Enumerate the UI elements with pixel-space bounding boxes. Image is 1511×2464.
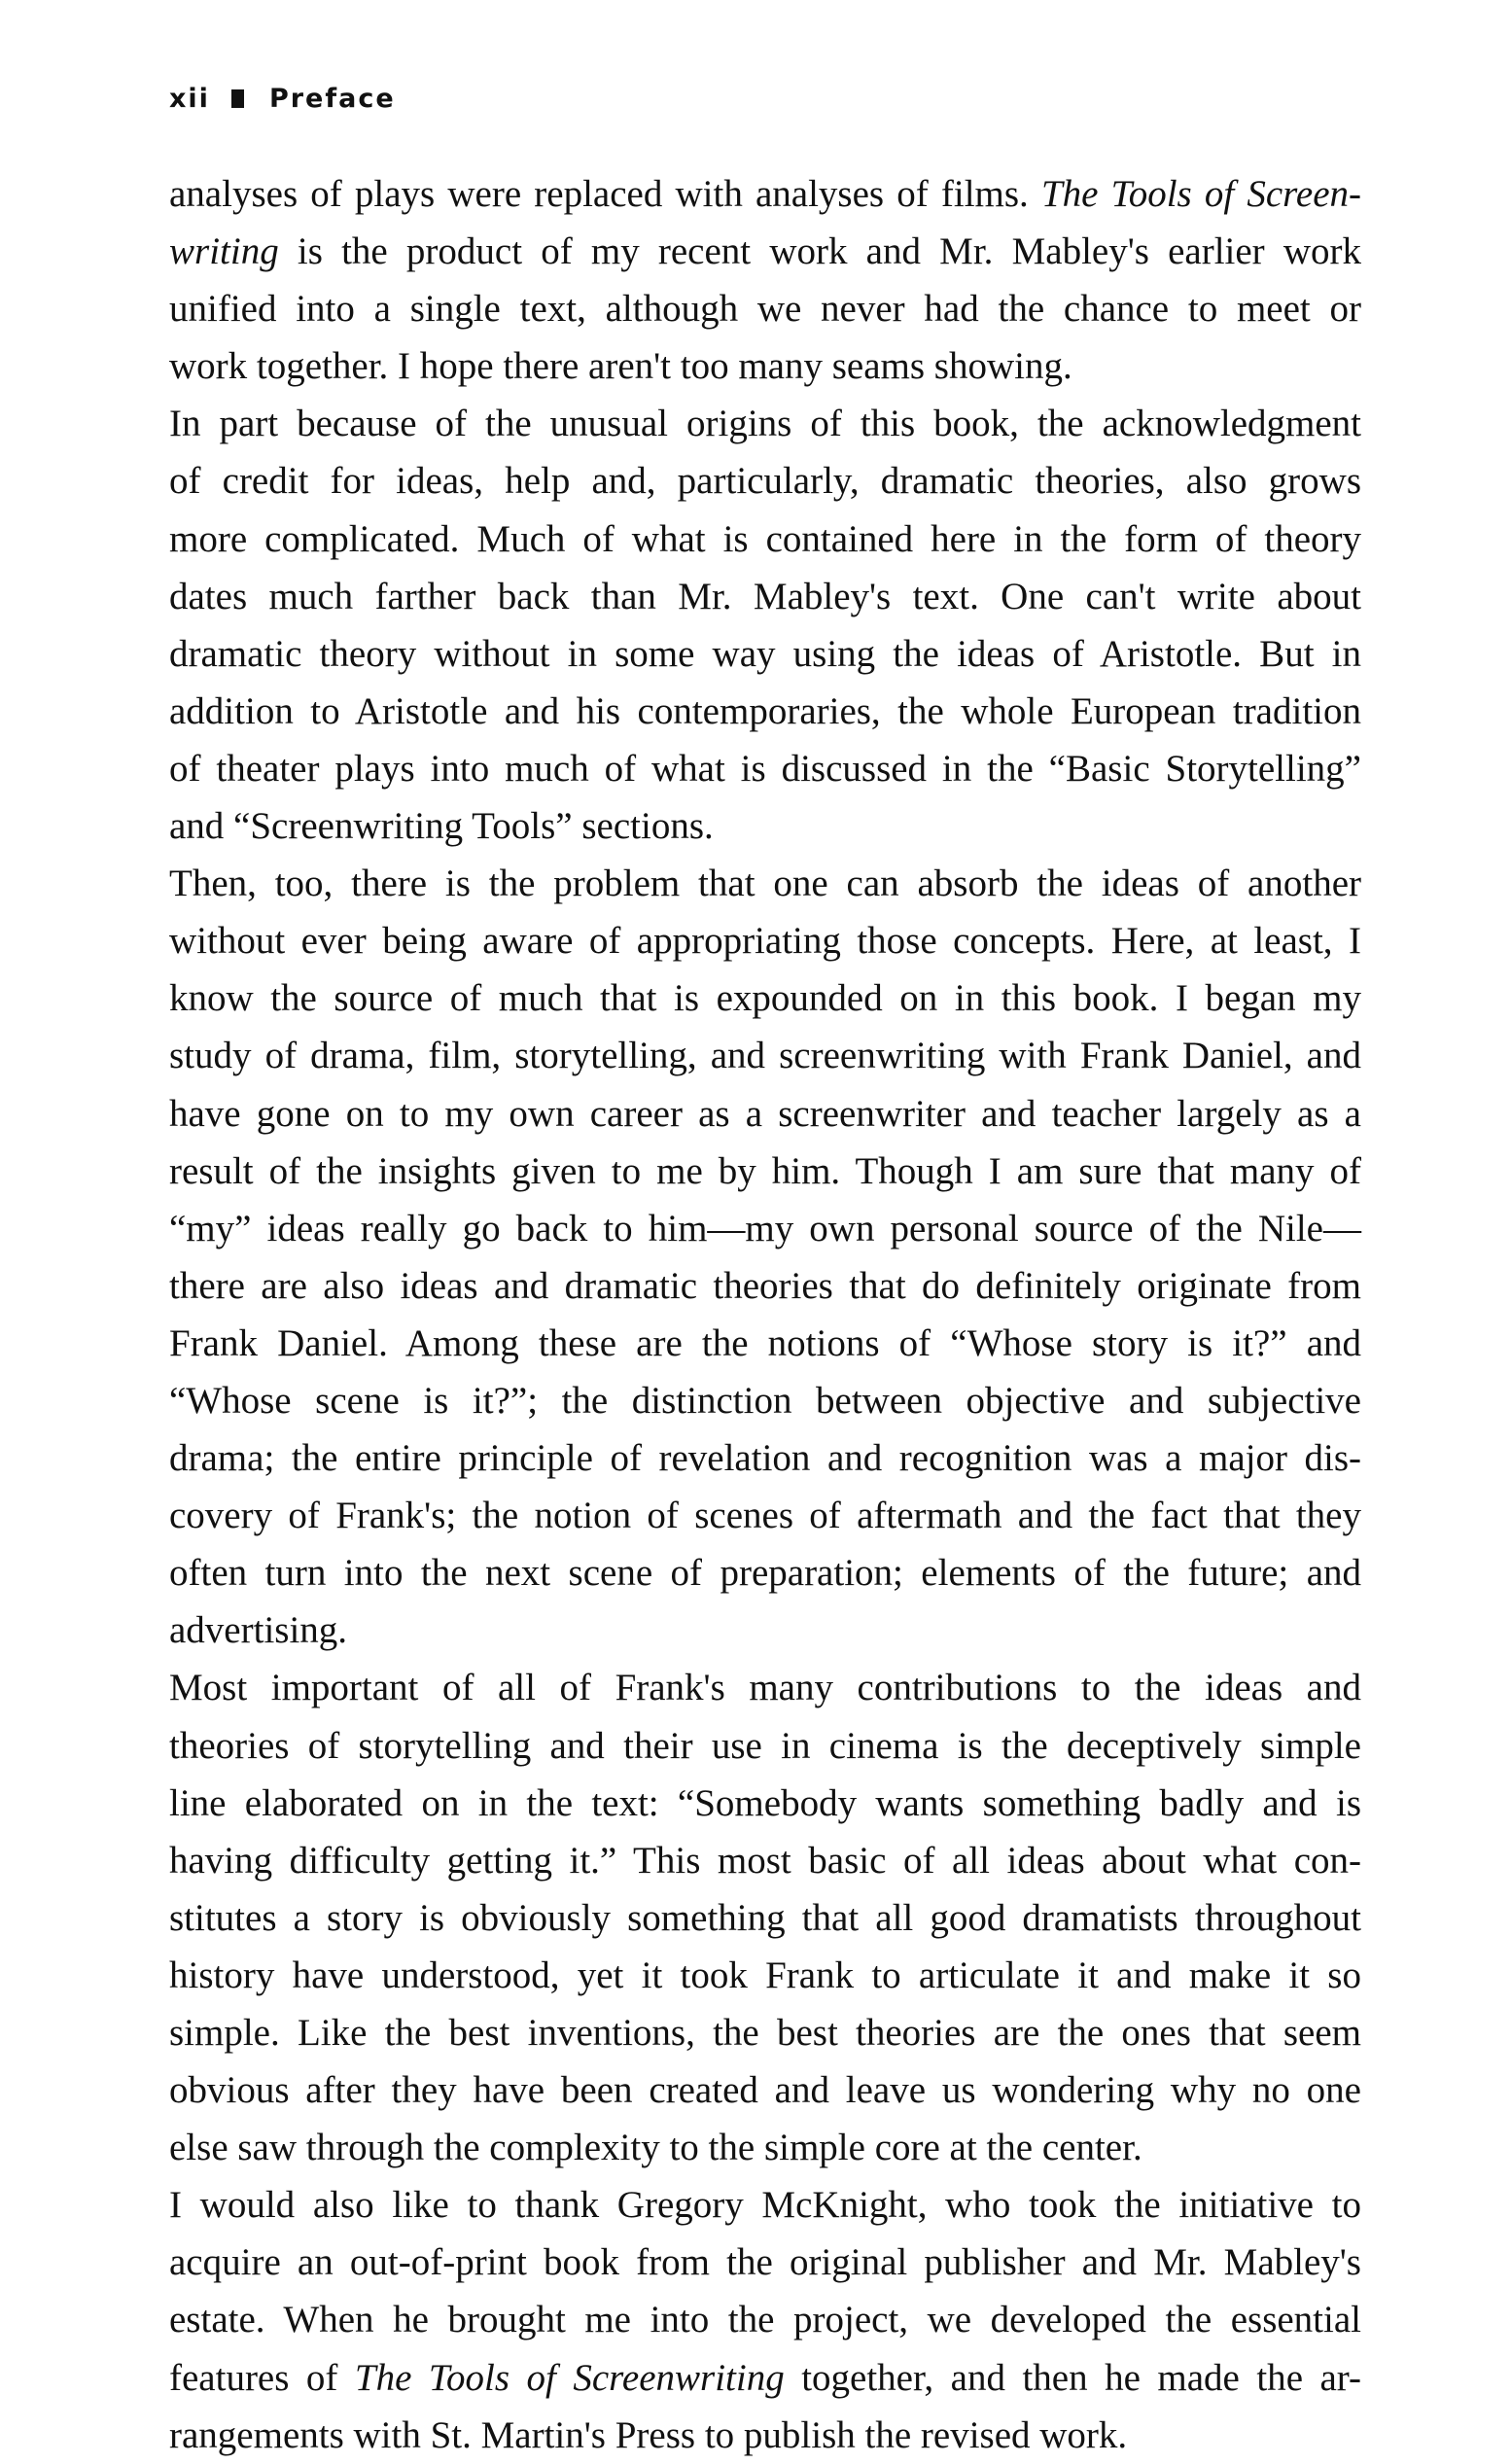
text-line	[169, 1257, 1361, 1315]
text-segment: is the product of my recent work and Mr. Mabley's earlier work	[278, 230, 1361, 273]
text-segment: work together. I hope there aren't too many seams showing.	[169, 345, 1072, 388]
text-segment: of credit for ideas, help and, particularly, dramatic theories, also grows	[169, 460, 1361, 503]
italic-title: The Tools of Screen-	[1040, 173, 1361, 215]
text-line	[169, 337, 1361, 395]
section-title: Preface	[268, 84, 396, 114]
text-line	[169, 855, 1361, 912]
text-segment: have gone on to my own career as a screenwriter and teacher largely as a	[169, 1092, 1361, 1135]
text-line	[169, 1889, 1361, 1947]
text-line	[169, 1717, 1361, 1775]
text-segment: there are also ideas and dramatic theories that do definitely originate from	[169, 1264, 1361, 1307]
text-line	[169, 1602, 1361, 1659]
text-segment: dramatic theory without in some way using the ideas of Aristotle. But in	[169, 632, 1361, 675]
text-line	[169, 1027, 1361, 1084]
text-segment: history have understood, yet it took Frank to articulate it and make it so	[169, 1954, 1361, 1996]
text-segment: dates much farther back than Mr. Mabley's text. One can't write about	[169, 575, 1361, 617]
text-segment: study of drama, film, storytelling, and screenwriting with Frank Daniel, and	[169, 1035, 1361, 1077]
text-segment: unified into a single text, although we never had the chance to meet or	[169, 288, 1361, 331]
text-line	[169, 280, 1361, 337]
text-line	[169, 2004, 1361, 2061]
text-line	[169, 1085, 1361, 1143]
text-segment: “my” ideas really go back to him—my own personal source of the Nile—	[169, 1207, 1361, 1250]
page-number: xii	[169, 84, 210, 114]
text-segment: line elaborated on in the text: “Somebody wants something badly and is	[169, 1781, 1361, 1824]
text-line	[169, 510, 1361, 568]
text-segment: “Whose scene is it?”; the distinction between objective and subjective	[169, 1379, 1361, 1422]
text-segment: addition to Aristotle and his contemporaries, the whole European tradition	[169, 689, 1361, 732]
text-line	[169, 969, 1361, 1027]
text-line	[169, 2176, 1361, 2234]
text-segment: acquire an out-of-print book from the original publisher and Mr. Mabley's	[169, 2241, 1361, 2284]
text-segment: stitutes a story is obviously something that all good dramatists throughout	[169, 1896, 1361, 1939]
text-segment: covery of Frank's; the notion of scenes of aftermath and the fact that they	[169, 1495, 1361, 1537]
text-segment: advertising.	[169, 1609, 348, 1652]
text-segment: drama; the entire principle of revelation and recognition was a major dis-	[169, 1437, 1361, 1480]
text-segment: having difficulty getting it.” This most basic of all ideas about what con-	[169, 1839, 1361, 1882]
text-line	[169, 2234, 1361, 2291]
text-segment: Most important of all of Frank's many contributions to the ideas and	[169, 1667, 1361, 1709]
text-segment: estate. When he brought me into the project, we developed the essential	[169, 2299, 1361, 2341]
text-line	[169, 165, 1361, 223]
text-line	[169, 740, 1361, 797]
text-line	[169, 1200, 1361, 1257]
text-line	[169, 1429, 1361, 1487]
text-segment: obvious after they have been created and leave us wondering why no one	[169, 2069, 1361, 2112]
text-segment: often turn into the next scene of preparation; elements of the future; and	[169, 1552, 1361, 1595]
text-line	[169, 1315, 1361, 1372]
text-line	[169, 1544, 1361, 1602]
text-line	[169, 1372, 1361, 1429]
text-segment: know the source of much that is expounded on in this book. I began my	[169, 977, 1361, 1020]
text-segment: together, and then he made the ar-	[784, 2356, 1361, 2399]
text-line	[169, 1947, 1361, 2004]
text-line	[169, 625, 1361, 683]
text-line	[169, 1143, 1361, 1200]
text-line	[169, 2407, 1361, 2464]
text-line	[169, 683, 1361, 740]
text-segment: rangements with St. Martin's Press to publish the revised work.	[169, 2413, 1128, 2456]
text-segment: Frank Daniel. Among these are the notions of “Whose story is it?” and	[169, 1321, 1361, 1364]
text-segment: more complicated. Much of what is contained here in the form of theory	[169, 517, 1361, 560]
text-line	[169, 395, 1361, 452]
square-bullet-icon	[231, 89, 244, 108]
text-line	[169, 912, 1361, 969]
text-line	[169, 2061, 1361, 2119]
text-segment: Then, too, there is the problem that one can absorb the ideas of another	[169, 862, 1361, 905]
text-line	[169, 2119, 1361, 2176]
text-line	[169, 797, 1361, 855]
text-line	[169, 1832, 1361, 1889]
text-segment: analyses of plays were replaced with analyses of films.	[169, 173, 1041, 215]
text-segment: of theater plays into much of what is discussed in the “Basic Storytelling”	[169, 747, 1361, 790]
body-text	[169, 165, 1361, 2464]
text-segment: I would also like to thank Gregory McKnight, who took the initiative to	[169, 2184, 1361, 2227]
text-segment: result of the insights given to me by him. Though I am sure that many of	[169, 1149, 1361, 1192]
text-line	[169, 1487, 1361, 1544]
text-segment: features of	[169, 2356, 355, 2399]
text-segment: In part because of the unusual origins of this book, the acknowledgment	[169, 403, 1361, 445]
running-header	[169, 84, 396, 114]
text-segment: theories of storytelling and their use in cinema is the deceptively simple	[169, 1724, 1361, 1767]
text-line	[169, 1775, 1361, 1832]
text-line	[169, 223, 1361, 280]
text-segment: and “Screenwriting Tools” sections.	[169, 805, 714, 848]
text-segment: simple. Like the best inventions, the best theories are the ones that seem	[169, 2012, 1361, 2054]
text-line	[169, 2291, 1361, 2348]
text-line	[169, 1659, 1361, 1716]
text-line	[169, 2349, 1361, 2407]
italic-title: writing	[169, 230, 279, 273]
text-segment: else saw through the complexity to the simple core at the center.	[169, 2127, 1142, 2169]
italic-title: The Tools of Screenwriting	[354, 2356, 785, 2399]
text-line	[169, 568, 1361, 625]
text-line	[169, 452, 1361, 510]
text-segment: without ever being aware of appropriating those concepts. Here, at least, I	[169, 920, 1361, 963]
